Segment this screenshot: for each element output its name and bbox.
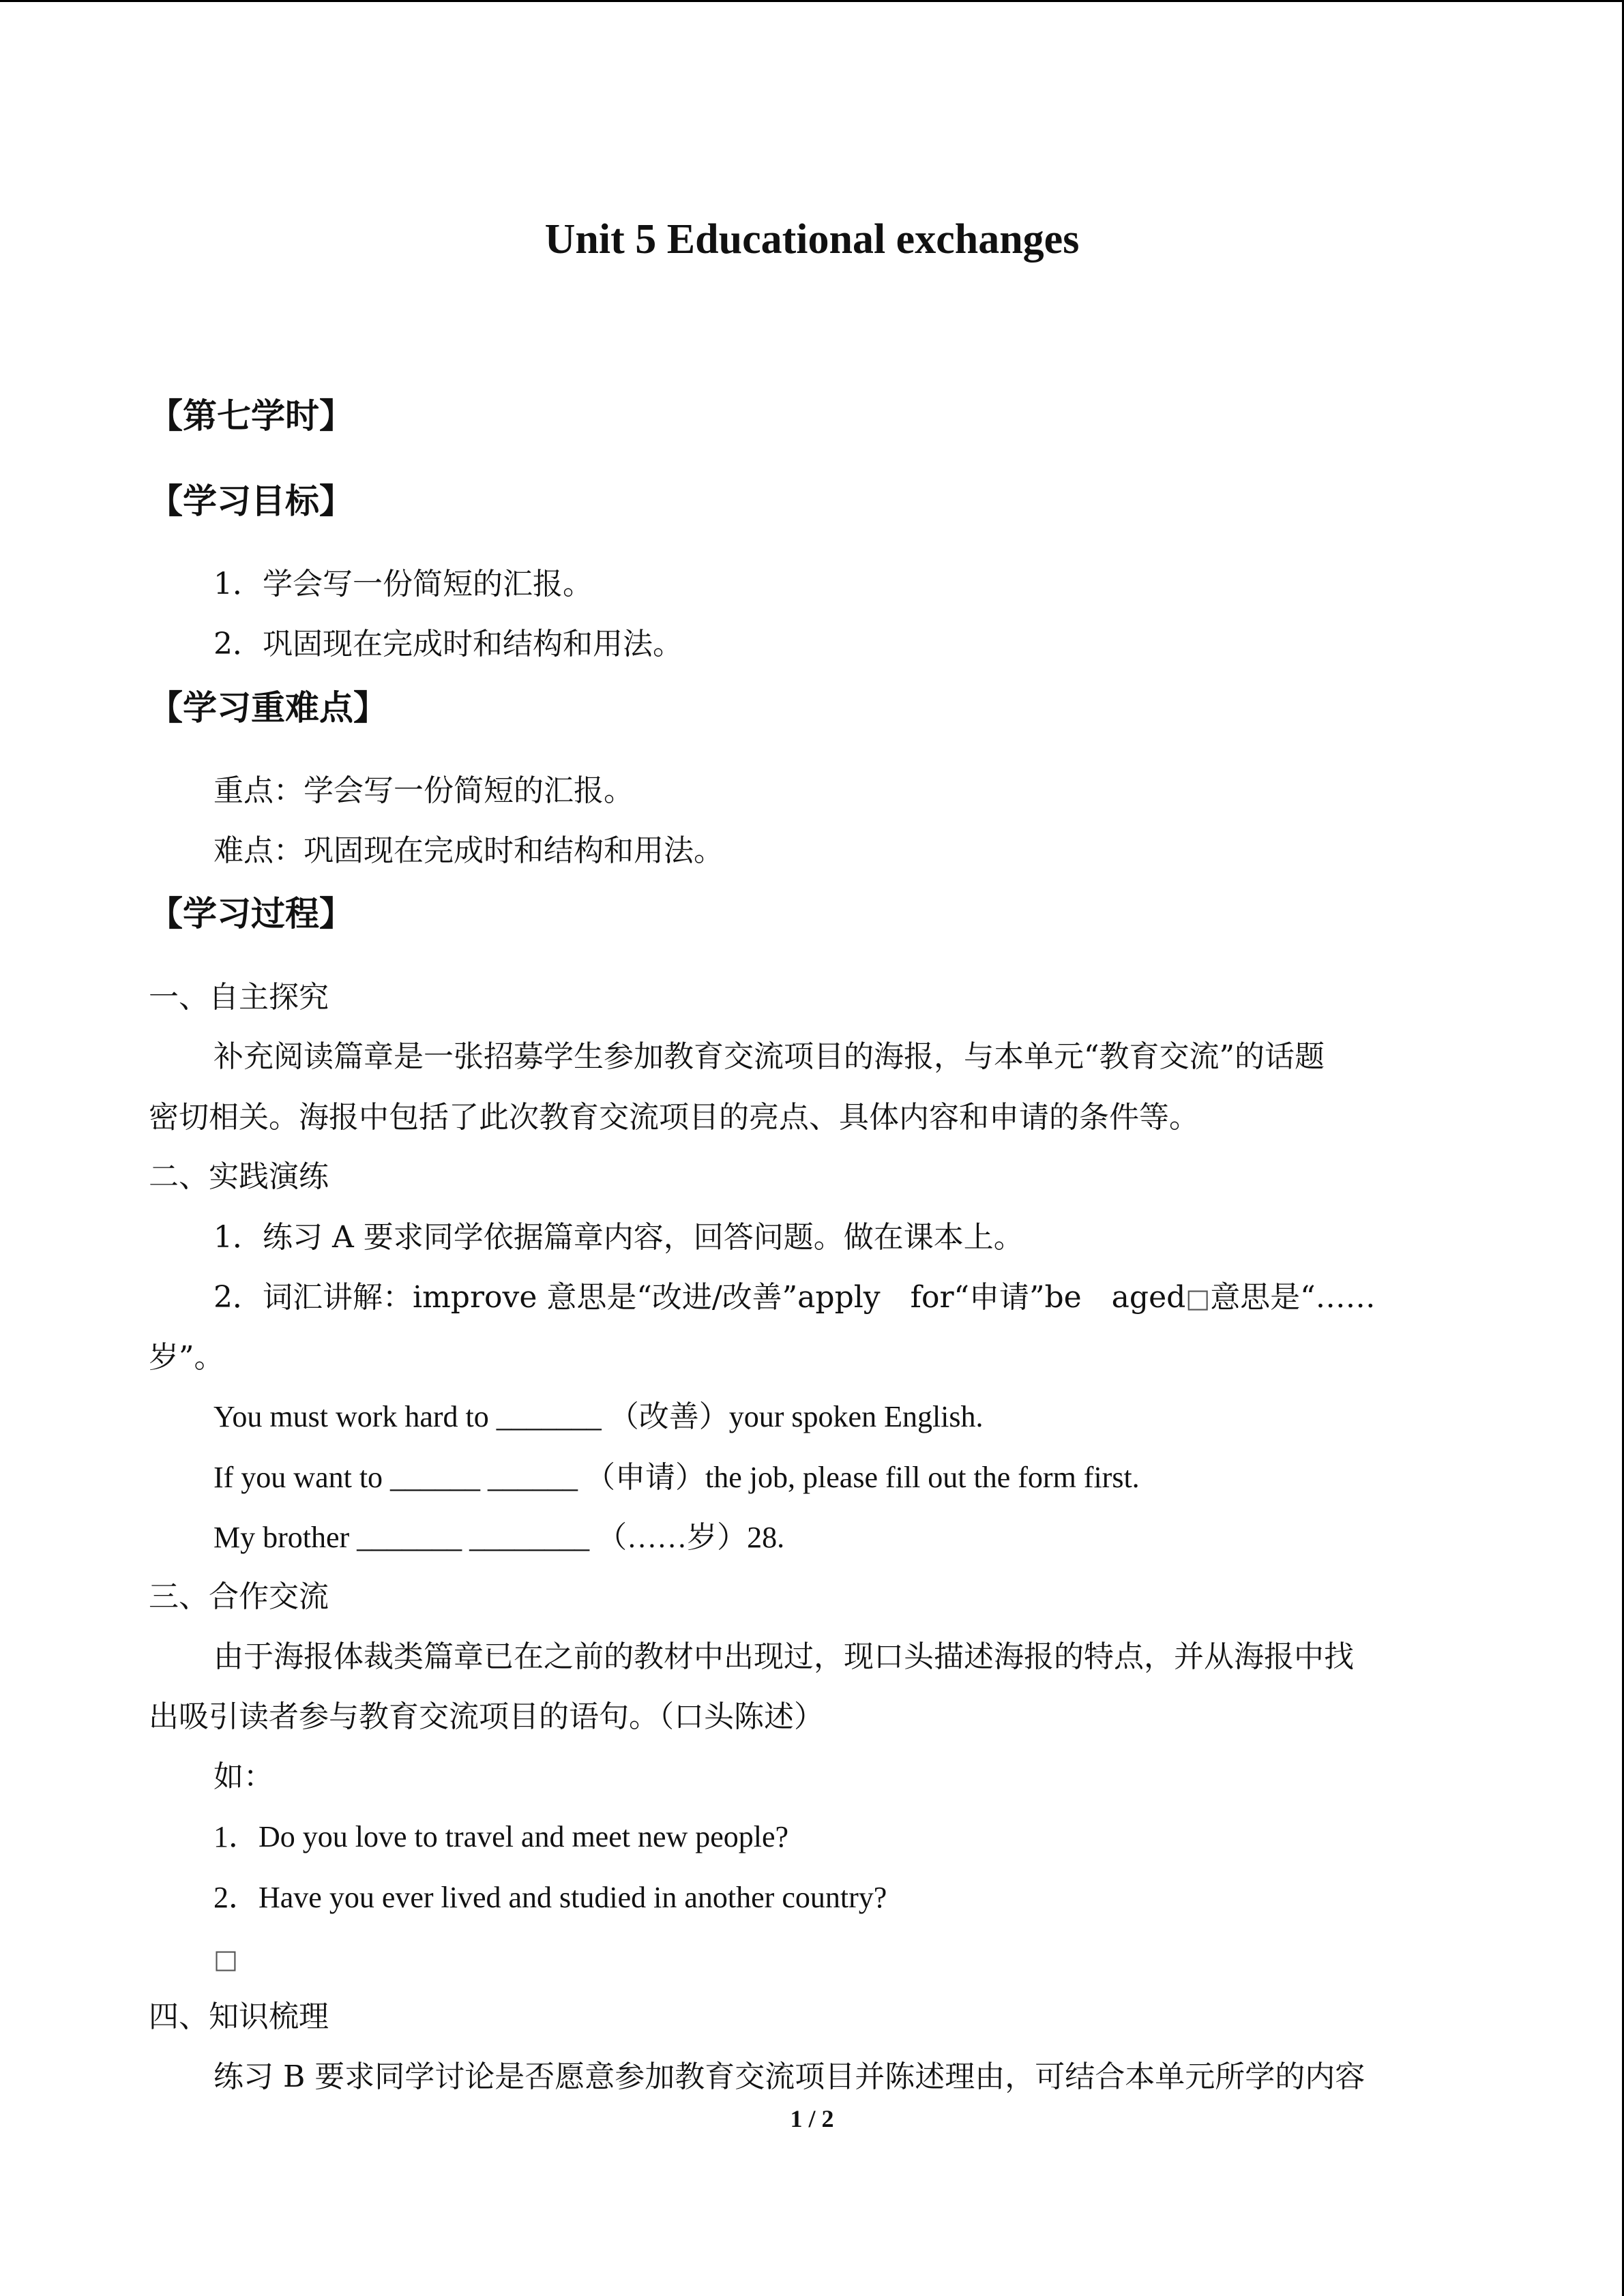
goal-item-2: 2．巩固现在完成时和结构和用法。 (213, 627, 683, 661)
document-title: Unit 5 Educational exchanges (544, 216, 1080, 263)
section-3-title: 三、合作交流 (149, 1579, 329, 1614)
section-1-paragraph-line-1: 补充阅读篇章是一张招募学生参加教育交流项目的海报，与本单元“教育交流”的话题 (213, 1039, 1325, 1074)
exercise-sentence-1: You must work hard to _______ （改善）your spoken English. (213, 1400, 984, 1433)
page-number: 1 / 2 (790, 2105, 834, 2132)
heading-learning-goals: 【学习目标】 (149, 481, 353, 521)
section-4-title: 四、知识梳理 (149, 1999, 329, 2034)
heading-learning-process: 【学习过程】 (149, 893, 353, 934)
exercise-sentence-2: If you want to ______ ______ （申请）the job, please fill out the form first. (213, 1461, 1140, 1494)
section-3-example-label: 如： (213, 1759, 274, 1794)
section-2-item-2-text-b: 意思是“…… (1210, 1280, 1376, 1315)
section-2-item-2 (213, 1277, 1376, 1319)
section-4-paragraph-line-1: 练习 B 要求同学讨论是否愿意参加教育交流项目并陈述理由，可结合本单元所学的内容 (213, 2059, 1365, 2094)
section-2-title: 二、实践演练 (149, 1159, 329, 1194)
example-question-2: 2．Have you ever lived and studied in another country? (213, 1881, 887, 1914)
section-2-item-2-continued: 岁”。 (149, 1340, 224, 1375)
example-question-1: 1．Do you love to travel and meet new people? (213, 1820, 789, 1853)
key-point: 重点：学会写一份简短的汇报。 (213, 773, 634, 808)
exercise-sentence-3: My brother _______ ________ （……岁）28. (213, 1521, 785, 1554)
section-2-item-1: 1．练习 A 要求同学依据篇章内容，回答问题。做在课本上。 (213, 1220, 1024, 1255)
missing-glyph-box: □ (213, 1944, 238, 1974)
heading-key-points: 【学习重难点】 (149, 687, 387, 728)
heading-lesson: 【第七学时】 (149, 396, 353, 436)
section-3-paragraph-line-2: 出吸引读者参与教育交流项目的语句。（口头陈述） (149, 1699, 824, 1734)
difficult-point: 难点：巩固现在完成时和结构和用法。 (213, 833, 724, 868)
section-1-paragraph-line-2: 密切相关。海报中包括了此次教育交流项目的亮点、具体内容和申请的条件等。 (149, 1100, 1199, 1135)
section-1-title: 一、自主探究 (149, 980, 329, 1015)
missing-glyph-box: □ (1185, 1283, 1211, 1313)
section-2-item-2-text-a: 2．词汇讲解：improve 意思是“改进/改善”apply for“申请”be aged (213, 1280, 1186, 1315)
section-3-paragraph-line-1: 由于海报体裁类篇章已在之前的教材中出现过，现口头描述海报的特点，并从海报中找 (213, 1639, 1354, 1674)
goal-item-1: 1．学会写一份简短的汇报。 (213, 567, 593, 601)
